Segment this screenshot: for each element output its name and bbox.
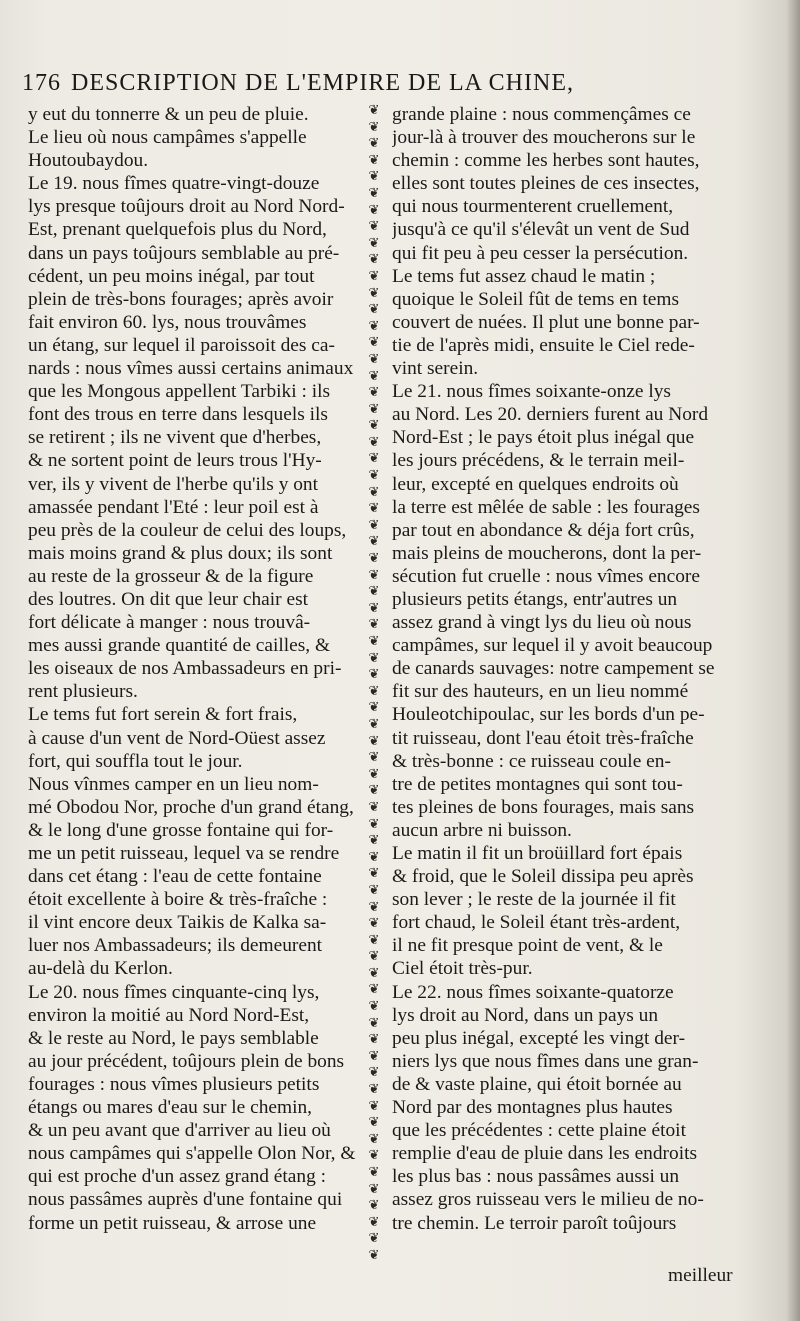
fleuron-ornament: ❦ xyxy=(368,235,380,251)
text-line: campâmes, sur lequel il y avoit beaucoup xyxy=(392,635,713,657)
text-line: me un petit ruisseau, lequel va se rendre xyxy=(28,843,340,864)
text-line: au reste de la grosseur & de la figure xyxy=(28,565,314,587)
fleuron-ornament: ❦ xyxy=(368,799,380,815)
running-header xyxy=(22,70,762,100)
fleuron-ornament: ❦ xyxy=(368,501,380,517)
fleuron-ornament: ❦ xyxy=(368,584,380,600)
text-line: au-delà du Kerlon. xyxy=(28,958,173,980)
fleuron-ornament: ❦ xyxy=(368,617,380,633)
fleuron-ornament: ❦ xyxy=(368,1115,380,1131)
text-line: grande plaine : nous commençâmes ce xyxy=(392,104,691,125)
text-line: il vint encore deux Taikis de Kalka sa- xyxy=(28,912,327,934)
text-line: tit ruisseau, dont l'eau étoit très-fraîche xyxy=(392,727,694,749)
text-line: tre chemin. Le terroir paroît toûjours xyxy=(392,1212,677,1234)
text-line: jusqu'à ce qu'il s'élevât un vent de Sud xyxy=(392,219,690,241)
text-line: cédent, un peu moins inégal, par tout xyxy=(28,265,315,287)
left-column xyxy=(28,103,383,1235)
text-line: Le 20. nous fîmes cinquante-cinq lys, xyxy=(28,981,320,1003)
fleuron-ornament: ❦ xyxy=(368,766,380,782)
fleuron-ornament: ❦ xyxy=(368,1247,380,1263)
text-line: Le lieu où nous campâmes s'appelle xyxy=(28,127,307,149)
text-line: lys presque toûjours droit au Nord Nord- xyxy=(28,196,345,218)
running-title: DESCRIPTION DE L'EMPIRE DE LA CHINE, xyxy=(71,70,574,96)
fleuron-ornament: ❦ xyxy=(368,136,380,152)
text-line: vint serein. xyxy=(392,358,479,380)
text-line: fit sur des hauteurs, en un lieu nommé xyxy=(392,681,689,703)
fleuron-ornament: ❦ xyxy=(368,1148,380,1164)
fleuron-ornament: ❦ xyxy=(368,185,380,201)
text-line: lys droit au Nord, dans un pays un xyxy=(392,1004,659,1026)
fleuron-ornament: ❦ xyxy=(368,833,380,849)
fleuron-ornament: ❦ xyxy=(368,1181,380,1197)
right-column xyxy=(392,103,747,1235)
fleuron-ornament: ❦ xyxy=(368,285,380,301)
text-line: mes aussi grande quantité de cailles, & xyxy=(28,635,331,657)
text-line: Nous vînmes camper en un lieu nom- xyxy=(28,773,319,795)
text-line: Est, prenant quelquefois plus du Nord, xyxy=(28,219,327,241)
fleuron-ornament: ❦ xyxy=(368,468,380,484)
text-line: tre de petites montagnes qui sont tou- xyxy=(392,773,683,795)
text-line: qui nous tourmenterent cruellement, xyxy=(392,196,674,218)
fleuron-ornament: ❦ xyxy=(368,650,380,666)
text-line: fourages : nous vîmes plusieurs petits xyxy=(28,1073,320,1095)
text-line: Houleotchipoulac, sur les bords d'un pe- xyxy=(392,704,705,726)
text-line: Le 21. nous fîmes soixante-onze lys xyxy=(392,381,671,403)
text-line: Le tems fut fort serein & fort frais, xyxy=(28,704,298,726)
fleuron-ornament: ❦ xyxy=(368,866,380,882)
text-line: mais pleins de moucherons, dont la per- xyxy=(392,542,702,564)
text-line: Ciel étoit très-pur. xyxy=(392,958,533,980)
text-line: rent plusieurs. xyxy=(28,681,138,703)
fleuron-ornament: ❦ xyxy=(368,351,380,367)
text-line: & ne sortent point de leurs trous l'Hy- xyxy=(28,450,322,472)
page-edge-shadow xyxy=(786,0,800,1321)
fleuron-ornament: ❦ xyxy=(368,202,380,218)
text-line: & froid, que le Soleil dissipa peu après xyxy=(392,866,694,888)
fleuron-ornament: ❦ xyxy=(368,882,380,898)
fleuron-ornament: ❦ xyxy=(368,716,380,732)
fleuron-ornament: ❦ xyxy=(368,418,380,434)
text-line: dans un pays toûjours semblable au pré- xyxy=(28,242,340,264)
fleuron-ornament: ❦ xyxy=(368,434,380,450)
text-line: amassée pendant l'Eté : leur poil est à xyxy=(28,496,319,518)
text-line: se retirent ; ils ne vivent que d'herbes, xyxy=(28,427,322,449)
text-line: forme un petit ruisseau, & arrose une xyxy=(28,1212,317,1234)
text-line: Le 19. nous fîmes quatre-vingt-douze xyxy=(28,173,320,195)
fleuron-ornament: ❦ xyxy=(368,600,380,616)
text-line: nards : nous vîmes aussi certains animaux xyxy=(28,358,354,380)
text-line: que les Mongous appellent Tarbiki : ils xyxy=(28,381,331,403)
text-line: assez grand à vingt lys du lieu où nous xyxy=(392,612,692,634)
fleuron-ornament: ❦ xyxy=(368,1214,380,1230)
text-line: Le 22. nous fîmes soixante-quatorze xyxy=(392,981,674,1003)
text-line: assez gros ruisseau vers le milieu de no- xyxy=(392,1189,704,1211)
fleuron-ornament: ❦ xyxy=(368,949,380,965)
fleuron-ornament: ❦ xyxy=(368,385,380,401)
text-line: Nord par des montagnes plus hautes xyxy=(392,1097,673,1119)
fleuron-ornament: ❦ xyxy=(368,982,380,998)
fleuron-ornament: ❦ xyxy=(368,534,380,550)
page-number: 176 xyxy=(22,70,61,96)
fleuron-ornament: ❦ xyxy=(368,103,380,118)
text-line: peu près de la couleur de celui des loups, xyxy=(28,519,347,541)
text-line: & très-bonne : ce ruisseau coule en- xyxy=(392,750,671,772)
fleuron-ornament: ❦ xyxy=(368,1131,380,1147)
text-line: étangs ou mares d'eau sur le chemin, xyxy=(28,1097,313,1119)
fleuron-ornament: ❦ xyxy=(368,119,380,135)
fleuron-ornament: ❦ xyxy=(368,169,380,185)
fleuron-ornament: ❦ xyxy=(368,916,380,932)
text-line: nous campâmes qui s'appelle Olon Nor, & xyxy=(28,1143,356,1165)
text-line: étoit excellente à boire & très-fraîche : xyxy=(28,889,328,911)
fleuron-ornament: ❦ xyxy=(368,567,380,583)
text-line: peu plus inégal, excepté les vingt der- xyxy=(392,1027,686,1049)
text-line: jour-là à trouver des moucherons sur le xyxy=(392,127,696,149)
fleuron-ornament: ❦ xyxy=(368,750,380,766)
text-line: luer nos Ambassadeurs; ils demeurent xyxy=(28,935,323,957)
fleuron-ornament: ❦ xyxy=(368,683,380,699)
fleuron-ornament: ❦ xyxy=(368,1032,380,1048)
text-line: remplie d'eau de pluie dans les endroits xyxy=(392,1143,698,1165)
fleuron-ornament: ❦ xyxy=(368,219,380,235)
text-line: leur, excepté en quelques endroits où xyxy=(392,473,679,495)
text-line: Houtoubaydou. xyxy=(28,150,149,172)
text-line: les plus bas : nous passâmes aussi un xyxy=(392,1166,680,1188)
ornamental-column-divider xyxy=(363,103,385,1263)
fleuron-ornament: ❦ xyxy=(368,368,380,384)
text-line: par tout en abondance & déja fort crûs, xyxy=(392,519,695,541)
fleuron-ornament: ❦ xyxy=(368,1098,380,1114)
fleuron-ornament: ❦ xyxy=(368,1065,380,1081)
text-line: & le long d'une grosse fontaine qui for- xyxy=(28,819,334,841)
fleuron-ornament: ❦ xyxy=(368,999,380,1015)
text-line: fait environ 60. lys, nous trouvâmes xyxy=(28,311,307,333)
fleuron-ornament: ❦ xyxy=(368,667,380,683)
fleuron-ornament: ❦ xyxy=(368,551,380,567)
text-line: au Nord. Les 20. derniers furent au Nord xyxy=(392,404,709,426)
text-line: niers lys que nous fîmes dans une gran- xyxy=(392,1050,699,1072)
text-line: plusieurs petits étangs, entr'autres un xyxy=(392,588,678,610)
fleuron-ornament: ❦ xyxy=(368,1082,380,1098)
fleuron-ornament: ❦ xyxy=(368,335,380,351)
fleuron-ornament: ❦ xyxy=(368,816,380,832)
fleuron-ornament: ❦ xyxy=(368,849,380,865)
text-line: tie de l'après midi, ensuite le Ciel rede- xyxy=(392,334,695,356)
fleuron-ornament: ❦ xyxy=(368,152,380,168)
text-line: sécution fut cruelle : nous vîmes encore xyxy=(392,565,700,587)
fleuron-ornament: ❦ xyxy=(368,634,380,649)
text-line: il ne fit presque point de vent, & le xyxy=(392,935,663,957)
text-line: nous passâmes auprès d'une fontaine qui xyxy=(28,1189,343,1211)
fleuron-ornament: ❦ xyxy=(368,1198,380,1214)
text-line: au jour précédent, toûjours plein de bons xyxy=(28,1050,345,1072)
text-line: un étang, sur lequel il paroissoit des ca- xyxy=(28,334,335,356)
fleuron-ornament: ❦ xyxy=(368,733,380,749)
text-line: y eut du tonnerre & un peu de pluie. xyxy=(28,104,309,125)
text-line: de canards sauvages: notre campement se xyxy=(392,658,715,680)
text-line: les jours précédens, & le terrain meil- xyxy=(392,450,685,472)
text-line: qui fit peu à peu cesser la persécution. xyxy=(392,242,689,264)
text-line: & le reste au Nord, le pays semblable xyxy=(28,1027,319,1049)
fleuron-ornament: ❦ xyxy=(368,451,380,467)
text-line: qui est proche d'un assez grand étang : xyxy=(28,1166,327,1188)
text-line: des loutres. On dit que leur chair est xyxy=(28,588,309,610)
fleuron-ornament: ❦ xyxy=(368,700,380,716)
text-line: mé Obodou Nor, proche d'un grand étang, xyxy=(28,796,354,818)
text-line: chemin : comme les herbes sont hautes, xyxy=(392,150,700,172)
fleuron-ornament: ❦ xyxy=(368,1015,380,1031)
text-line: couvert de nuées. Il plut une bonne par- xyxy=(392,311,700,333)
text-line: dans cet étang : l'eau de cette fontaine xyxy=(28,866,322,888)
text-line: elles sont toutes pleines de ces insectes, xyxy=(392,173,700,195)
text-line: la terre est mêlée de sable : les fourages xyxy=(392,496,700,518)
fleuron-ornament: ❦ xyxy=(368,318,380,334)
text-line: ver, ils y vivent de l'herbe qu'ils y ont xyxy=(28,473,319,495)
text-line: fort chaud, le Soleil étant très-ardent, xyxy=(392,912,681,934)
text-line: Nord-Est ; le pays étoit plus inégal que xyxy=(392,427,695,449)
text-line: à cause d'un vent de Nord-Oüest assez xyxy=(28,727,326,749)
fleuron-ornament: ❦ xyxy=(368,899,380,915)
text-line: environ la moitié au Nord Nord-Est, xyxy=(28,1004,310,1026)
text-line: que les précédentes : cette plaine étoit xyxy=(392,1120,686,1142)
fleuron-ornament: ❦ xyxy=(368,401,380,417)
text-line: mais moins grand & plus doux; ils sont xyxy=(28,542,333,564)
catchword: meilleur xyxy=(668,1265,733,1286)
fleuron-ornament: ❦ xyxy=(368,965,380,981)
fleuron-ornament: ❦ xyxy=(368,932,380,948)
text-line: quoique le Soleil fût de tems en tems xyxy=(392,288,680,310)
fleuron-ornament: ❦ xyxy=(368,783,380,799)
text-line: & un peu avant que d'arriver au lieu où xyxy=(28,1120,331,1142)
text-line: Le tems fut assez chaud le matin ; xyxy=(392,265,656,287)
text-line: de & vaste plaine, qui étoit bornée au xyxy=(392,1073,682,1095)
text-line: plein de très-bons fourages; après avoir xyxy=(28,288,334,310)
text-line: tes pleines de bons fourages, mais sans xyxy=(392,796,695,818)
fleuron-ornament: ❦ xyxy=(368,268,380,284)
fleuron-ornament: ❦ xyxy=(368,484,380,500)
text-line: Le matin il fit un broüillard fort épais xyxy=(392,843,683,864)
fleuron-ornament: ❦ xyxy=(368,517,380,533)
text-line: fort, qui souffla tout le jour. xyxy=(28,750,243,772)
text-line: les oiseaux de nos Ambassadeurs en pri- xyxy=(28,658,342,680)
fleuron-ornament: ❦ xyxy=(368,1165,380,1180)
fleuron-ornament: ❦ xyxy=(368,252,380,268)
fleuron-ornament: ❦ xyxy=(368,1231,380,1247)
text-line: son lever ; le reste de la journée il fit xyxy=(392,889,676,911)
fleuron-ornament: ❦ xyxy=(368,1048,380,1064)
text-line: fort délicate à manger : nous trouvâ- xyxy=(28,612,311,634)
text-line: font des trous en terre dans lesquels ils xyxy=(28,404,328,426)
fleuron-ornament: ❦ xyxy=(368,302,380,318)
text-line: aucun arbre ni buisson. xyxy=(392,819,572,841)
